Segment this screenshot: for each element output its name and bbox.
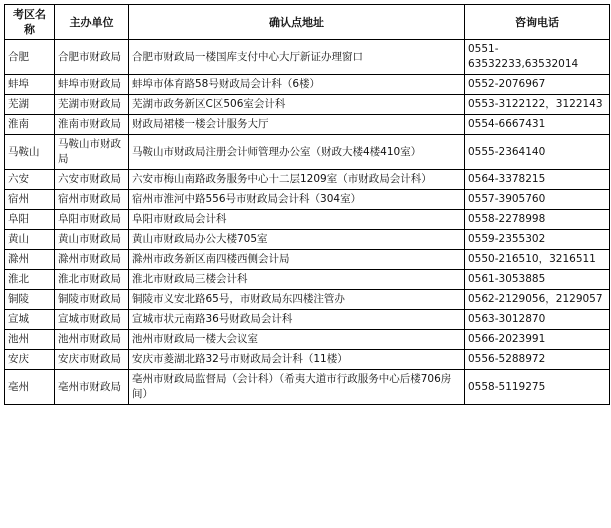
cell-address: 黄山市财政局办公大楼705室 (129, 230, 465, 250)
cell-phone: 0554-6667431 (465, 115, 610, 135)
cell-area: 池州 (5, 330, 55, 350)
cell-phone: 0558-2278998 (465, 210, 610, 230)
cell-org: 黄山市财政局 (55, 230, 129, 250)
cell-org: 阜阳市财政局 (55, 210, 129, 230)
cell-area: 芜湖 (5, 95, 55, 115)
table-row (5, 135, 610, 170)
cell-phone: 0552-2076967 (465, 75, 610, 95)
table-row (5, 350, 610, 370)
table-body (5, 40, 610, 405)
cell-area: 铜陵 (5, 290, 55, 310)
cell-phone: 0566-2023991 (465, 330, 610, 350)
cell-org: 六安市财政局 (55, 170, 129, 190)
cell-org: 马鞍山市财政局 (55, 135, 129, 170)
cell-org: 淮南市财政局 (55, 115, 129, 135)
cell-address: 亳州市财政局监督局（会计科）（希夷大道市行政服务中心后楼706房间） (129, 370, 465, 405)
cell-phone: 0551-63532233,63532014 (465, 40, 610, 75)
confirmation-sites-table (4, 4, 610, 405)
cell-address: 阜阳市财政局会计科 (129, 210, 465, 230)
cell-area: 宿州 (5, 190, 55, 210)
table-row (5, 370, 610, 405)
cell-address: 铜陵市义安北路65号，市财政局东四楼注管办 (129, 290, 465, 310)
cell-address: 蚌埠市体育路58号财政局会计科（6楼） (129, 75, 465, 95)
cell-address: 财政局裙楼一楼会计服务大厅 (129, 115, 465, 135)
table-row (5, 270, 610, 290)
cell-area: 六安 (5, 170, 55, 190)
header-org: 主办单位 (55, 5, 129, 40)
cell-phone: 0553-3122122，3122143 (465, 95, 610, 115)
table-row (5, 190, 610, 210)
cell-phone: 0563-3012870 (465, 310, 610, 330)
cell-phone: 0557-3905760 (465, 190, 610, 210)
cell-address: 淮北市财政局三楼会计科 (129, 270, 465, 290)
cell-address: 滁州市政务新区南四楼西侧会计局 (129, 250, 465, 270)
cell-address: 六安市梅山南路政务服务中心十二层1209室（市财政局会计科） (129, 170, 465, 190)
cell-phone: 0550-216510，3216511 (465, 250, 610, 270)
cell-phone: 0559-2355302 (465, 230, 610, 250)
cell-org: 滁州市财政局 (55, 250, 129, 270)
cell-org: 亳州市财政局 (55, 370, 129, 405)
cell-phone: 0562-2129056，2129057 (465, 290, 610, 310)
cell-area: 阜阳 (5, 210, 55, 230)
cell-area: 安庆 (5, 350, 55, 370)
table-row (5, 290, 610, 310)
cell-area: 合肥 (5, 40, 55, 75)
cell-org: 合肥市财政局 (55, 40, 129, 75)
header-area: 考区名称 (5, 5, 55, 40)
cell-org: 芜湖市财政局 (55, 95, 129, 115)
cell-org: 池州市财政局 (55, 330, 129, 350)
cell-address: 宣城市状元南路36号财政局会计科 (129, 310, 465, 330)
table-row (5, 230, 610, 250)
table-row (5, 330, 610, 350)
cell-area: 宣城 (5, 310, 55, 330)
table-row (5, 115, 610, 135)
cell-phone: 0556-5288972 (465, 350, 610, 370)
table-row (5, 250, 610, 270)
cell-address: 芜湖市政务新区C区506室会计科 (129, 95, 465, 115)
cell-address: 池州市财政局一楼大会议室 (129, 330, 465, 350)
cell-area: 滁州 (5, 250, 55, 270)
cell-address: 安庆市菱湖北路32号市财政局会计科（11楼） (129, 350, 465, 370)
cell-area: 淮南 (5, 115, 55, 135)
cell-area: 马鞍山 (5, 135, 55, 170)
cell-org: 铜陵市财政局 (55, 290, 129, 310)
cell-address: 宿州市淮河中路556号市财政局会计科（304室） (129, 190, 465, 210)
cell-phone: 0564-3378215 (465, 170, 610, 190)
cell-org: 淮北市财政局 (55, 270, 129, 290)
cell-org: 蚌埠市财政局 (55, 75, 129, 95)
cell-area: 蚌埠 (5, 75, 55, 95)
cell-address: 马鞍山市财政局注册会计师管理办公室（财政大楼4楼410室） (129, 135, 465, 170)
header-address: 确认点地址 (129, 5, 465, 40)
table-row (5, 40, 610, 75)
cell-area: 淮北 (5, 270, 55, 290)
table-row (5, 210, 610, 230)
header-row (5, 5, 610, 40)
header-phone: 咨询电话 (465, 5, 610, 40)
table-row (5, 95, 610, 115)
cell-org: 宣城市财政局 (55, 310, 129, 330)
cell-area: 亳州 (5, 370, 55, 405)
cell-org: 宿州市财政局 (55, 190, 129, 210)
table-row (5, 310, 610, 330)
cell-address: 合肥市财政局一楼国库支付中心大厅新证办理窗口 (129, 40, 465, 75)
table-container (4, 4, 610, 405)
cell-phone: 0558-5119275 (465, 370, 610, 405)
table-row (5, 170, 610, 190)
cell-phone: 0561-3053885 (465, 270, 610, 290)
cell-phone: 0555-2364140 (465, 135, 610, 170)
cell-org: 安庆市财政局 (55, 350, 129, 370)
table-row (5, 75, 610, 95)
cell-area: 黄山 (5, 230, 55, 250)
